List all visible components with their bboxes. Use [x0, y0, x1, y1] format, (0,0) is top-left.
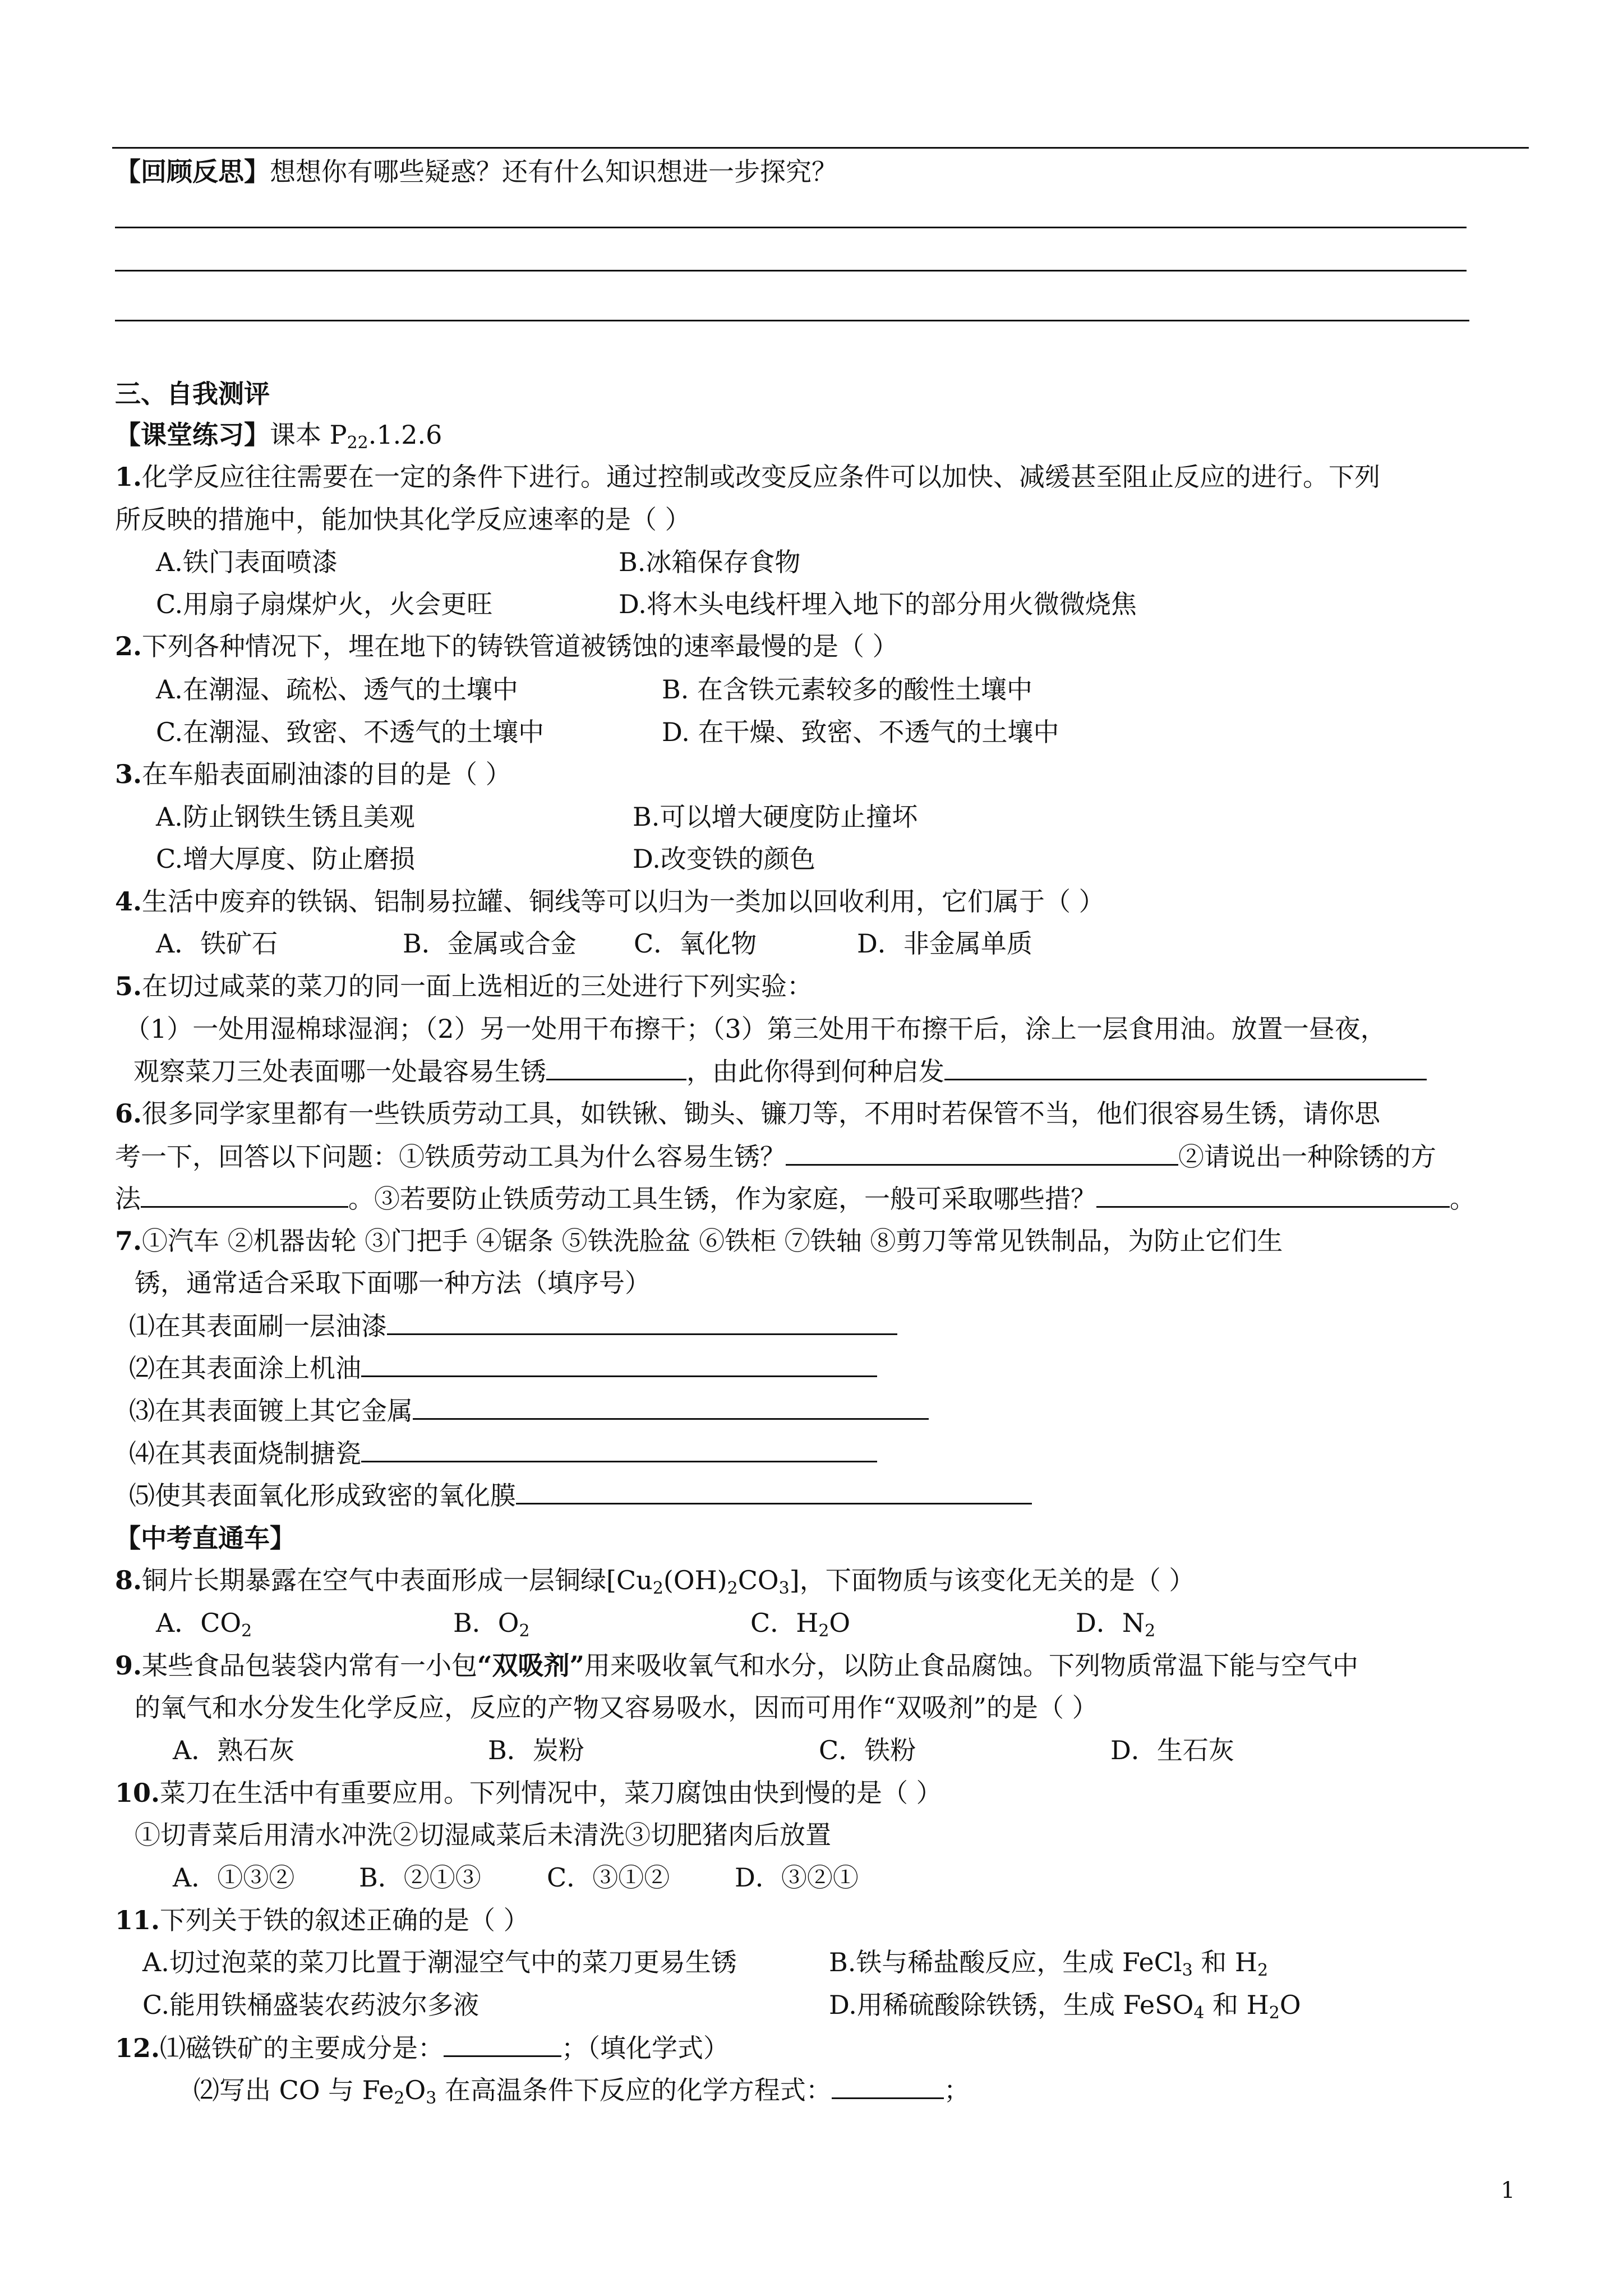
q7-sub-1-text: ⑴在其表面刷一层油漆	[129, 1311, 387, 1341]
q5-line3	[133, 1054, 1427, 1088]
q2-line1	[115, 629, 898, 663]
q10-number: 10.	[115, 1778, 160, 1808]
q11-option-b-text: B.铁与稀盐酸反应，生成 FeCl	[829, 1947, 1182, 1977]
q12-line2-b: O	[404, 2075, 426, 2105]
reflect-line	[115, 155, 837, 188]
q11-option-d-text2: 和 H	[1204, 1990, 1269, 2020]
q6-blank-3	[1096, 1181, 1450, 1208]
q12-line1-a: ⑴磁铁矿的主要成分是：	[160, 2033, 444, 2063]
q8-option-c-tail: O	[829, 1608, 851, 1638]
exam-heading: 【中考直通车】	[115, 1523, 296, 1553]
q6-line2	[115, 1139, 1436, 1174]
q1-number: 1.	[115, 462, 142, 492]
q9-number: 9.	[115, 1650, 142, 1681]
q7-blank-5	[516, 1478, 1032, 1504]
q4-line1	[115, 885, 1105, 918]
q8-option-d	[1076, 1606, 1155, 1640]
q11-option-d-text: D.用稀硫酸除铁锈，生成 FeSO	[829, 1990, 1194, 2020]
q6-line3-a: 法	[115, 1184, 141, 1214]
q4-number: 4.	[115, 886, 142, 917]
reflect-heading: 【回顾反思】	[115, 157, 270, 187]
q7-number: 7.	[115, 1226, 142, 1256]
q2-option-c: C.在潮湿、致密、不透气的土壤中	[156, 717, 545, 747]
q11-option-b-text2: 和 H	[1192, 1947, 1258, 1977]
q3-line1	[115, 757, 511, 791]
q8-option-b-text: B．O	[453, 1608, 519, 1638]
q7-line2: 锈，通常适合采取下面哪一种方法（填序号）	[135, 1268, 651, 1298]
q6-line2-a: 考一下，回答以下问题：①铁质劳动工具为什么容易生锈？	[115, 1142, 786, 1172]
q10-line1	[115, 1776, 942, 1810]
q12-line2	[193, 2073, 970, 2107]
q12-line1	[115, 2031, 729, 2065]
q8-stem-a: 铜片长期暴露在空气中表面形成一层铜绿[Cu	[142, 1565, 653, 1595]
q3-option-c: C.增大厚度、防止磨损	[156, 844, 416, 874]
q2-number: 2.	[115, 631, 142, 661]
q9-option-d: D．生石灰	[1110, 1735, 1234, 1765]
section-title: 三、自我测评	[115, 379, 270, 409]
q8-stem-g: ]，下面物质与该变化无关的是（ ）	[789, 1565, 1195, 1595]
q2-option-b: B. 在含铁元素较多的酸性土壤中	[662, 674, 1033, 705]
q12-blank-1	[444, 2031, 561, 2057]
q5-blank-1	[546, 1054, 686, 1080]
q6-line3-c: 。	[1450, 1184, 1476, 1214]
q5-line2: （1）一处用湿棉球湿润；（2）另一处用干布擦干；（3）第三处用干布擦干后，涂上一层食用油。放置一昼夜，	[125, 1014, 1386, 1044]
q8-option-b	[453, 1606, 530, 1640]
q12-line1-b: ；（填化学式）	[561, 2033, 730, 2063]
q4-option-c: C．氧化物	[634, 928, 757, 959]
q8-stem-e: CO	[737, 1565, 779, 1595]
page-number: 1	[1501, 2178, 1515, 2203]
q5-blank-2	[944, 1054, 1427, 1080]
class-practice-heading: 【课堂练习】	[115, 420, 270, 450]
q8-option-c-sub: 2	[818, 1621, 829, 1641]
q10-option-d: D．③②①	[735, 1862, 859, 1893]
q8-line1	[115, 1563, 1195, 1597]
q7-line1	[115, 1224, 1283, 1258]
q5-number: 5.	[115, 971, 142, 1001]
class-practice-line	[115, 418, 442, 452]
q7-sub-5	[129, 1478, 1032, 1512]
q1-option-c: C.用扇子扇煤炉火，火会更旺	[156, 589, 493, 619]
reflect-blank-1	[115, 227, 1467, 228]
q8-option-c	[750, 1606, 850, 1640]
q12-blank-2	[832, 2073, 944, 2099]
q11-number: 11.	[115, 1905, 160, 1935]
class-practice-sub: 22	[347, 433, 368, 453]
q3-option-a: A.防止钢铁生锈且美观	[156, 802, 415, 832]
q5-stem: 在切过咸菜的菜刀的同一面上选相近的三处进行下列实验：	[142, 971, 813, 1001]
q11-option-d	[829, 1988, 1301, 2022]
q1-option-d: D.将木头电线杆埋入地下的部分用火微微烧焦	[619, 589, 1137, 619]
q9-stem-c: 用来吸收氧气和水分，以防止食品腐蚀。下列物质常温下能与空气中	[584, 1650, 1358, 1681]
q4-option-d: D．非金属单质	[857, 928, 1032, 959]
q1-stem-1: 化学反应往往需要在一定的条件下进行。通过控制或改变反应条件可以加快、减缓甚至阻止反应的进行。下列	[142, 462, 1381, 492]
q7-sub-3	[129, 1393, 929, 1428]
q9-stem-a: 某些食品包装袋内常有一小包	[142, 1650, 478, 1681]
q5-line3-b: ，由此你得到何种启发	[686, 1056, 944, 1087]
q6-blank-1	[786, 1139, 1178, 1166]
q1-option-b: B.冰箱保存食物	[619, 547, 801, 577]
q7-sub-4	[129, 1436, 877, 1470]
q5-line1	[115, 969, 813, 1003]
q7-sub-2	[129, 1351, 877, 1385]
q10-option-a: A．①③②	[173, 1862, 295, 1893]
q6-blank-2	[141, 1181, 348, 1208]
q8-stem-c: (OH)	[663, 1565, 727, 1595]
q10-option-b: B．②①③	[359, 1862, 481, 1893]
q9-option-a: A．熟石灰	[173, 1735, 295, 1765]
q4-option-b: B．金属或合金	[403, 928, 577, 959]
q9-line1	[115, 1649, 1358, 1682]
q9-line2: 的氧气和水分发生化学反应，反应的产物又容易吸水，因而可用作“双吸剂”的是（ ）	[135, 1692, 1098, 1723]
class-practice-tail: .1.2.6	[368, 420, 442, 450]
q3-number: 3.	[115, 759, 142, 789]
q8-sub-2: 2	[727, 1579, 738, 1598]
q7-sub-4-text: ⑷在其表面烧制搪瓷	[129, 1438, 361, 1469]
q1-line2: 所反映的措施中，能加快其化学反应速率的是（ ）	[115, 504, 691, 535]
q10-line2: ①切青菜后用清水冲洗②切湿咸菜后未清洗③切肥猪肉后放置	[135, 1820, 831, 1850]
q9-stem-b: “双吸剂”	[477, 1650, 584, 1681]
q6-stem-1: 很多同学家里都有一些铁质劳动工具，如铁锹、锄头、镰刀等，不用时若保管不当，他们很容易生锈，请你思	[142, 1098, 1381, 1129]
q11-option-d-sub2: 2	[1269, 2003, 1280, 2023]
q6-line2-b: ②请说出一种除锈的方	[1178, 1142, 1436, 1172]
q11-stem: 下列关于铁的叙述正确的是（ ）	[160, 1905, 529, 1935]
class-practice-ref: 课本 P	[270, 420, 347, 450]
q8-option-d-text: D．N	[1076, 1608, 1145, 1638]
q8-option-c-text: C．H	[750, 1608, 819, 1638]
q6-line1	[115, 1097, 1380, 1130]
q6-line3-b: 。③若要防止铁质劳动工具生锈，作为家庭，一般可采取哪些措？	[348, 1184, 1096, 1214]
q3-option-d: D.改变铁的颜色	[633, 844, 815, 874]
q8-number: 8.	[115, 1565, 142, 1595]
q12-line2-d: ；	[943, 2075, 970, 2105]
q8-option-d-sub: 2	[1145, 1621, 1156, 1641]
q11-option-a: A.切过泡菜的菜刀比置于潮湿空气中的菜刀更易生锈	[142, 1947, 737, 1977]
q11-option-b-sub1: 3	[1182, 1961, 1193, 1980]
q8-option-a-text: A．CO	[156, 1608, 242, 1638]
q11-line1	[115, 1903, 529, 1937]
q2-option-a: A.在潮湿、疏松、透气的土壤中	[156, 674, 518, 705]
q8-option-a	[156, 1606, 252, 1640]
q2-option-d: D. 在干燥、致密、不透气的土壤中	[662, 717, 1059, 747]
q7-sub-2-text: ⑵在其表面涂上机油	[129, 1353, 361, 1383]
q12-line2-c: 在高温条件下反应的化学方程式：	[436, 2075, 832, 2105]
q5-line3-a: 观察菜刀三处表面哪一处最容易生锈	[133, 1056, 546, 1087]
q8-sub-1: 2	[652, 1579, 663, 1598]
q6-number: 6.	[115, 1098, 142, 1129]
q7-sub-3-text: ⑶在其表面镀上其它金属	[129, 1396, 413, 1426]
q8-option-a-sub: 2	[241, 1621, 252, 1641]
q11-option-b-sub2: 2	[1257, 1961, 1269, 1980]
q4-option-a: A．铁矿石	[156, 928, 278, 959]
q7-blank-2	[361, 1351, 877, 1377]
q12-line2-a: ⑵写出 CO 与 Fe	[193, 2075, 394, 2105]
q9-option-c: C．铁粉	[819, 1735, 916, 1765]
q11-option-b	[829, 1945, 1268, 1979]
q3-option-b: B.可以增大硬度防止撞坏	[633, 802, 918, 832]
q8-option-b-sub: 2	[519, 1621, 530, 1641]
q6-line3	[115, 1181, 1476, 1216]
q10-stem: 菜刀在生活中有重要应用。下列情况中，菜刀腐蚀由快到慢的是（ ）	[160, 1778, 942, 1808]
reflect-prompt: 想想你有哪些疑惑？还有什么知识想进一步探究？	[270, 157, 837, 187]
q7-blank-4	[361, 1436, 877, 1462]
q7-stem-1: ①汽车 ②机器齿轮 ③门把手 ④锯条 ⑤铁洗脸盆 ⑥铁柜 ⑦铁轴 ⑧剪刀等常见铁制品，为防止它们生	[142, 1226, 1283, 1256]
q12-number: 12.	[115, 2033, 160, 2063]
q12-line2-sub2: 3	[426, 2088, 437, 2108]
q1-line1	[115, 460, 1380, 494]
q10-option-c: C．③①②	[547, 1862, 670, 1893]
q2-stem: 下列各种情况下，埋在地下的铸铁管道被锈蚀的速率最慢的是（ ）	[142, 631, 898, 661]
q7-blank-1	[387, 1309, 897, 1335]
q9-option-b: B．炭粉	[488, 1735, 584, 1765]
q3-stem: 在车船表面刷油漆的目的是（ ）	[142, 759, 511, 789]
top-rule	[112, 147, 1529, 149]
q12-line2-sub1: 2	[394, 2088, 405, 2108]
q11-option-d-text3: O	[1279, 1990, 1301, 2020]
q11-option-c: C.能用铁桶盛装农药波尔多液	[142, 1990, 479, 2020]
reflect-blank-2	[115, 270, 1467, 272]
q8-sub-3: 3	[778, 1579, 790, 1598]
q11-option-d-sub1: 4	[1193, 2003, 1205, 2023]
q7-sub-1	[129, 1309, 897, 1343]
q4-stem: 生活中废弃的铁锅、铝制易拉罐、铜线等可以归为一类加以回收利用，它们属于（ ）	[142, 886, 1105, 917]
q1-option-a: A.铁门表面喷漆	[156, 547, 338, 577]
q7-blank-3	[413, 1393, 929, 1420]
q7-sub-5-text: ⑸使其表面氧化形成致密的氧化膜	[129, 1480, 516, 1511]
reflect-blank-3	[115, 320, 1469, 321]
